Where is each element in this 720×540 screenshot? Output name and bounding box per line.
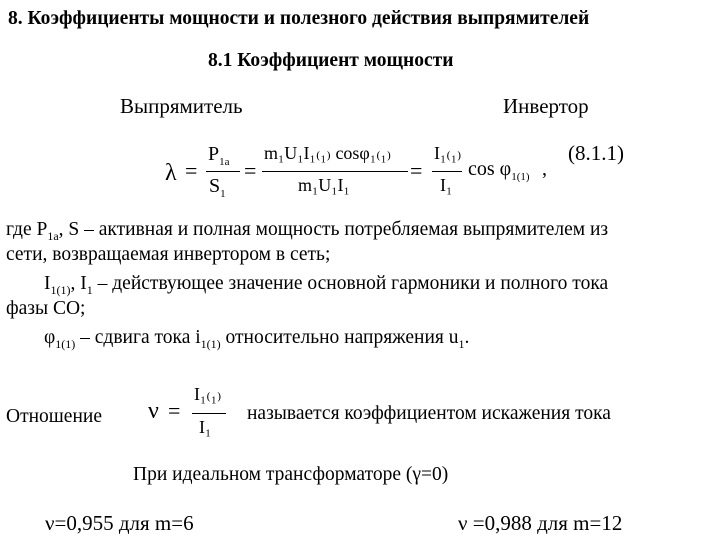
paragraph-line-4: фазы СО;: [6, 298, 86, 319]
value-m12: ν =0,988 для m=12: [458, 511, 623, 535]
formula-eq-2: =: [244, 158, 257, 183]
formula-frac1-num: $P_{1а}$: [208, 143, 230, 168]
paragraph-line-3: $I_{1(1)}$, $I_1$ – действующее значение основной гармоники и полного тока: [44, 273, 609, 297]
ratio-eq: =: [168, 398, 181, 423]
formula-eq-1: =: [185, 158, 198, 183]
formula-frac1-den: $S_1$: [209, 175, 226, 200]
formula-frac3-num: I₁₍₁₎: [434, 143, 462, 163]
ratio-den: I₁: [199, 417, 212, 437]
label-rectifier: Выпрямитель: [120, 94, 243, 118]
value-m6: ν=0,955 для m=6: [45, 511, 194, 535]
ratio-label: Отношение: [6, 406, 102, 427]
formula-frac2-den: m₁U₁I₁: [298, 175, 350, 195]
formula-lambda: λ: [165, 160, 177, 186]
ratio-nu: ν: [148, 398, 159, 424]
ideal-transformer-note: При идеальном трансформаторе (γ=0): [133, 464, 449, 485]
ratio-text: называется коэффициентом искажения тока: [247, 403, 611, 424]
ratio-num: I₁₍₁₎: [194, 384, 222, 404]
paragraph-line-5: $\varphi_{1(1)}$ – сдвига тока $i_{1(1)}$ относительно напряжения $u_1$.: [44, 327, 470, 351]
paragraph-line-1: где $P_{1a}$, S – активная и полная мощность потребляемая выпрямителем из: [6, 219, 609, 243]
formula-cos: $\cos \varphi_{1(1)}$: [468, 158, 530, 183]
paragraph-line-2: сети, возвращаемая инвертором в сеть;: [6, 244, 331, 265]
formula-frac3-bar: [432, 171, 462, 172]
formula-comma: ,: [542, 158, 547, 180]
formula-frac2-bar: [262, 171, 408, 172]
formula-frac1-bar: [206, 171, 240, 172]
label-inverter: Инвертор: [503, 94, 589, 118]
ratio-bar: [192, 413, 226, 414]
page-title: 8. Коэффициенты мощности и полезного действия выпрямителей: [8, 8, 590, 29]
equation-number: (8.1.1): [568, 141, 624, 165]
formula-eq-3: =: [410, 158, 423, 183]
section-subtitle: 8.1 Коэффициент мощности: [208, 50, 454, 71]
formula-frac2-num: m₁U₁I₁₍₁₎ cosφ₁₍₁₎: [264, 143, 392, 163]
formula-frac3-den: I₁: [440, 175, 453, 195]
